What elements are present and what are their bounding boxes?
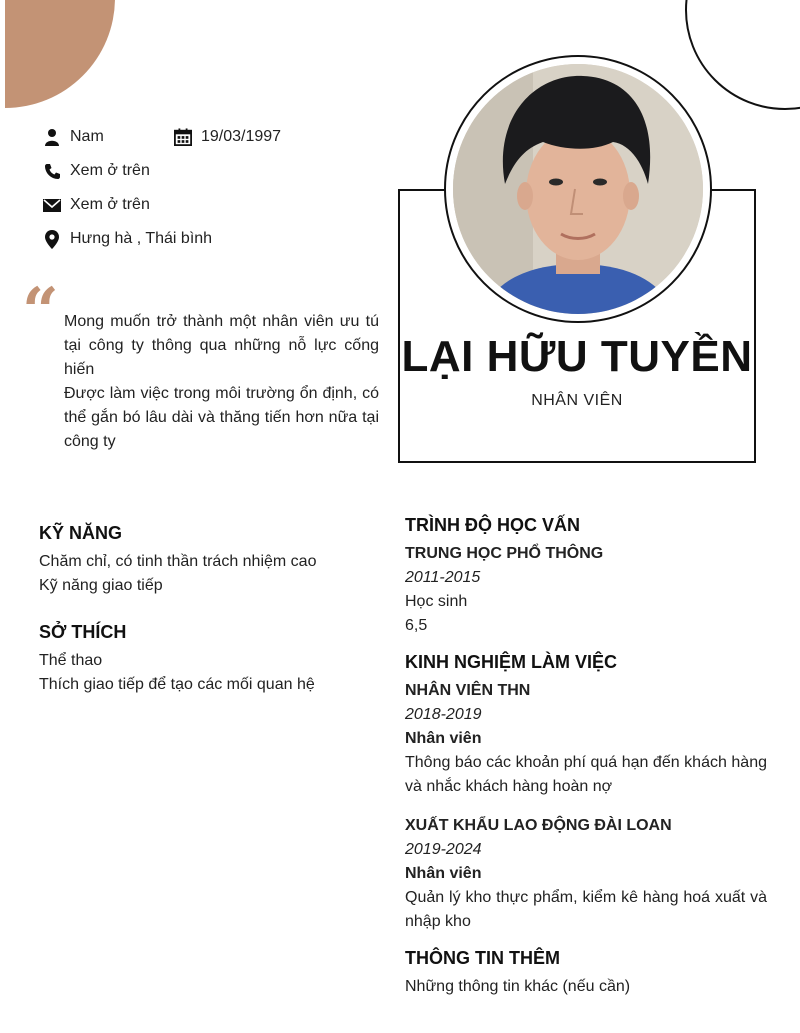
phone-value: Xem ở trên [70, 162, 150, 179]
objective-line: Mong muốn trở thành một nhân viên ưu tú tại công ty thông qua những nỗ lực cống hiến [64, 313, 379, 378]
extra-info-text: Những thông tin khác (nếu cần) [405, 978, 631, 995]
job-description: Quản lý kho thực phẩm, kiểm kê hàng hoá xuất và nhập kho [405, 889, 767, 930]
hobby-item: Thể thao [39, 652, 103, 669]
education-score: 6,5 [405, 617, 428, 634]
section-heading: TRÌNH ĐỘ HỌC VẤN [405, 515, 580, 535]
decorative-corner-shape [5, 0, 115, 108]
job-period: 2018-2019 [405, 706, 482, 723]
section-heading: KINH NGHIỆM LÀM VIỆC [405, 652, 618, 672]
profile-photo [453, 64, 703, 314]
skill-item: Chăm chỉ, có tinh thần trách nhiệm cao [39, 553, 317, 570]
job-position: Nhân viên [405, 865, 482, 882]
phone-icon [43, 162, 61, 180]
candidate-title: NHÂN VIÊN [531, 392, 623, 409]
quote-icon: “ [22, 274, 59, 349]
job-period: 2019-2024 [405, 841, 482, 858]
address-value: Hưng hà , Thái bình [70, 230, 213, 247]
section-heading: THÔNG TIN THÊM [405, 948, 560, 968]
calendar-icon [174, 128, 192, 146]
email-value: Xem ở trên [70, 196, 150, 213]
phone-row [43, 162, 150, 180]
decorative-corner-ring [685, 0, 800, 110]
gender-row [43, 128, 104, 146]
education-period: 2011-2015 [405, 569, 481, 586]
extra-info-section [405, 948, 767, 999]
hobbies-section [39, 622, 379, 697]
skill-item: Kỹ năng giao tiếp [39, 577, 163, 594]
candidate-name: LẠI HỮU TUYỀN [401, 332, 753, 381]
education-role: Học sinh [405, 593, 468, 610]
school-name: TRUNG HỌC PHỔ THÔNG [405, 545, 604, 562]
education-section [405, 515, 767, 638]
dob-row [174, 128, 281, 146]
hobby-item: Thích giao tiếp để tạo các mối quan hệ [39, 676, 315, 693]
job-entry [405, 679, 767, 799]
job-entry [405, 814, 767, 934]
experience-section [405, 652, 767, 934]
objective-line: Được làm việc trong môi trường ổn định, có thể gắn bó lâu dài và thăng tiến hơn nữa tại công ty [64, 385, 379, 450]
section-heading: SỞ THÍCH [39, 622, 127, 642]
skills-section [39, 523, 379, 598]
career-objective [64, 310, 379, 454]
gender-value: Nam [70, 128, 104, 145]
person-icon [43, 128, 61, 146]
company-name: XUẤT KHẨU LAO ĐỘNG ĐÀI LOAN [405, 817, 672, 834]
email-row [43, 196, 150, 214]
dob-value: 19/03/1997 [201, 128, 282, 145]
company-name: NHÂN VIÊN THN [405, 682, 531, 699]
job-position: Nhân viên [405, 730, 482, 747]
envelope-icon [43, 196, 61, 214]
job-description: Thông báo các khoản phí quá hạn đến khách hàng và nhắc khách hàng hoàn nợ [405, 754, 767, 795]
address-row [43, 230, 212, 248]
section-heading: KỸ NĂNG [39, 523, 123, 543]
location-pin-icon [43, 230, 61, 248]
